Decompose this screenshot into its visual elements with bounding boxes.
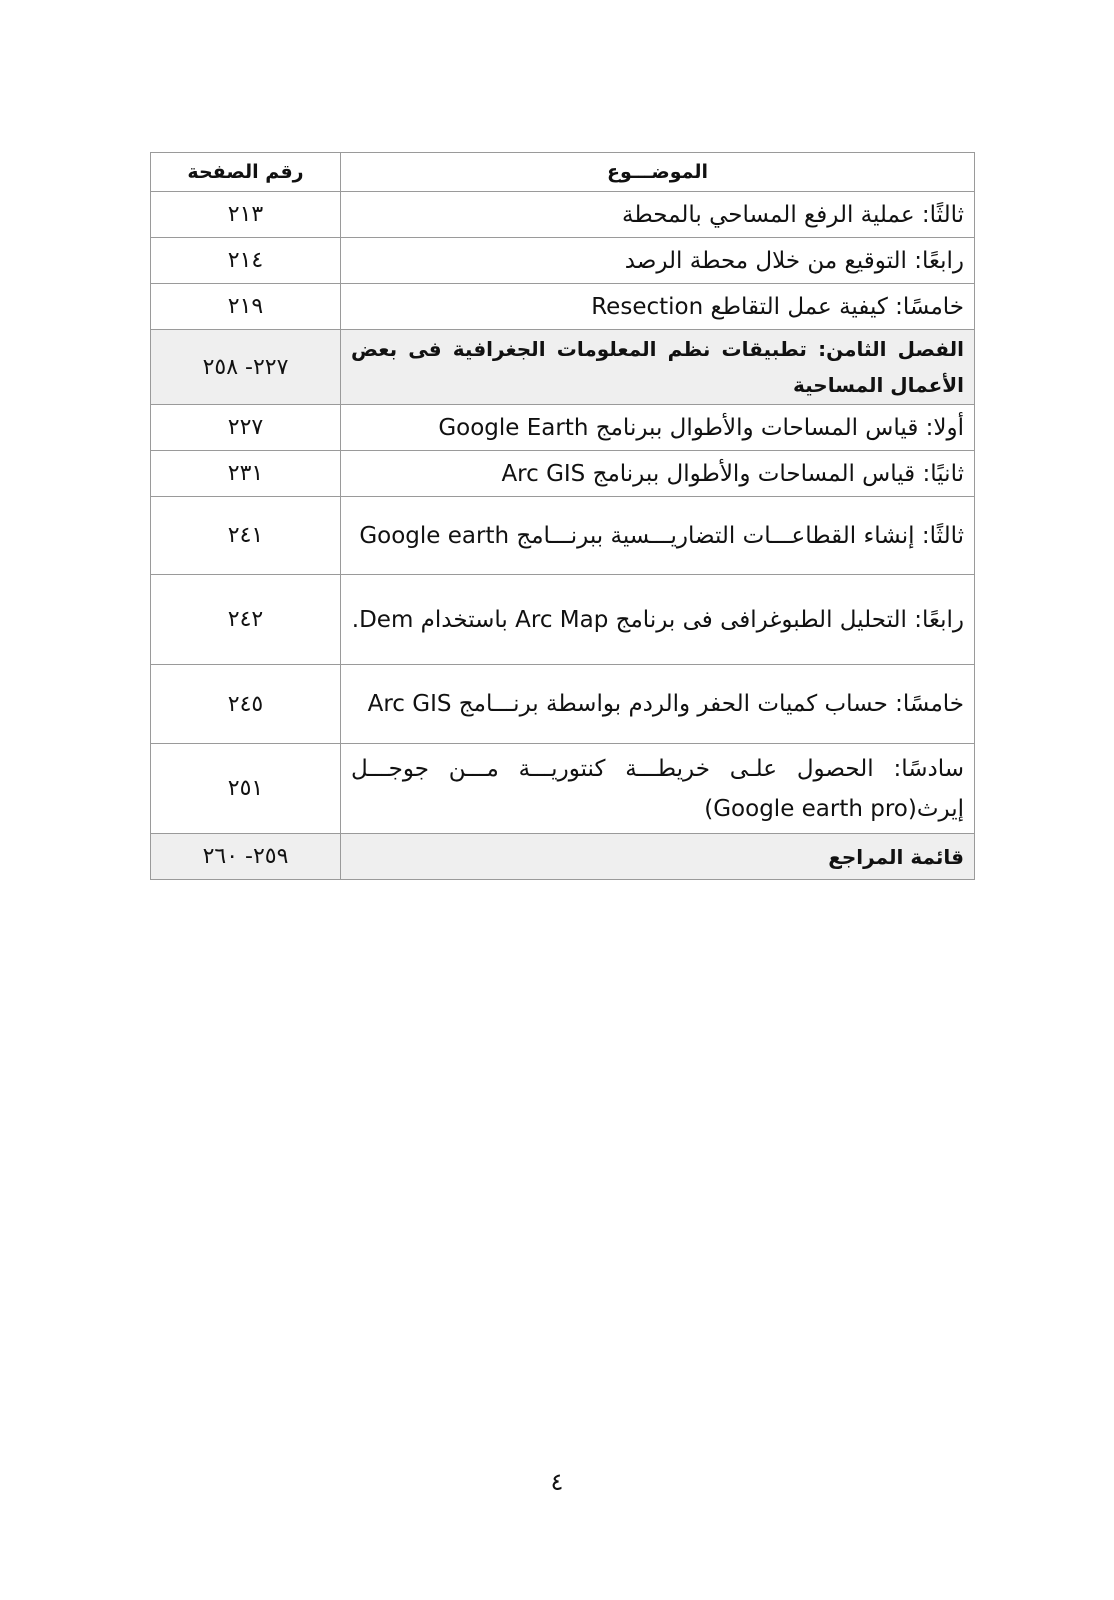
table-row	[151, 238, 975, 284]
page-cell: ٢١٤	[151, 238, 341, 284]
table-of-contents	[150, 152, 975, 880]
topic-cell: خامسًا: كيفية عمل التقاطع Resection	[341, 284, 975, 330]
table-row	[151, 192, 975, 238]
table-header-row	[151, 153, 975, 192]
topic-cell: رابعًا: التحليل الطبوغرافى فى برنامج Arc Map باستخدام Dem.	[341, 575, 975, 665]
table-row	[151, 575, 975, 665]
chapter-label: الفصل الثامن:	[818, 337, 965, 361]
page-cell: ٢١٩	[151, 284, 341, 330]
table-row	[151, 284, 975, 330]
table-row	[151, 497, 975, 575]
topic-cell: سادسًا: الحصول علـى خريطـــة كنتوريـــة مـــن جوجـــل إيرث(Google earth pro)	[341, 744, 975, 834]
references-cell: قائمة المراجع	[341, 834, 975, 880]
chapter-row	[151, 330, 975, 405]
topic-cell: خامسًا: حساب كميات الحفر والردم بواسطة برنـــامج Arc GIS	[341, 665, 975, 744]
page-cell: ٢٥١	[151, 744, 341, 834]
topic-cell: رابعًا: التوقيع من خلال محطة الرصد	[341, 238, 975, 284]
page-cell: ٢١٣	[151, 192, 341, 238]
page-cell: ٢٤١	[151, 497, 341, 575]
header-topic: الموضـــوع	[341, 153, 975, 192]
page-cell: ٢٤٥	[151, 665, 341, 744]
page-cell: ٢٢٧	[151, 405, 341, 451]
topic-cell: ثالثًا: إنشاء القطاعـــات التضاريـــسية ببرنـــامج Google earth	[341, 497, 975, 575]
page-number: ٤	[550, 1468, 564, 1496]
table-row	[151, 451, 975, 497]
page-cell: ٢٢٧- ٢٥٨	[151, 330, 341, 405]
references-row	[151, 834, 975, 880]
table-row	[151, 665, 975, 744]
topic-cell: ثالثًا: عملية الرفع المساحي بالمحطة	[341, 192, 975, 238]
topic-cell: ثانيًا: قياس المساحات والأطوال ببرنامج Arc GIS	[341, 451, 975, 497]
page-cell: ٢٣١	[151, 451, 341, 497]
table-row	[151, 405, 975, 451]
chapter-title: تطبيقات نظم المعلومات الجغرافية فى بعض الأعمال المساحية	[351, 337, 964, 397]
chapter-topic-cell	[341, 330, 975, 405]
page-cell: ٢٥٩- ٢٦٠	[151, 834, 341, 880]
header-page-number: رقم الصفحة	[151, 153, 341, 192]
table-row	[151, 744, 975, 834]
page-cell: ٢٤٢	[151, 575, 341, 665]
topic-cell: أولا: قياس المساحات والأطوال ببرنامج Google Earth	[341, 405, 975, 451]
